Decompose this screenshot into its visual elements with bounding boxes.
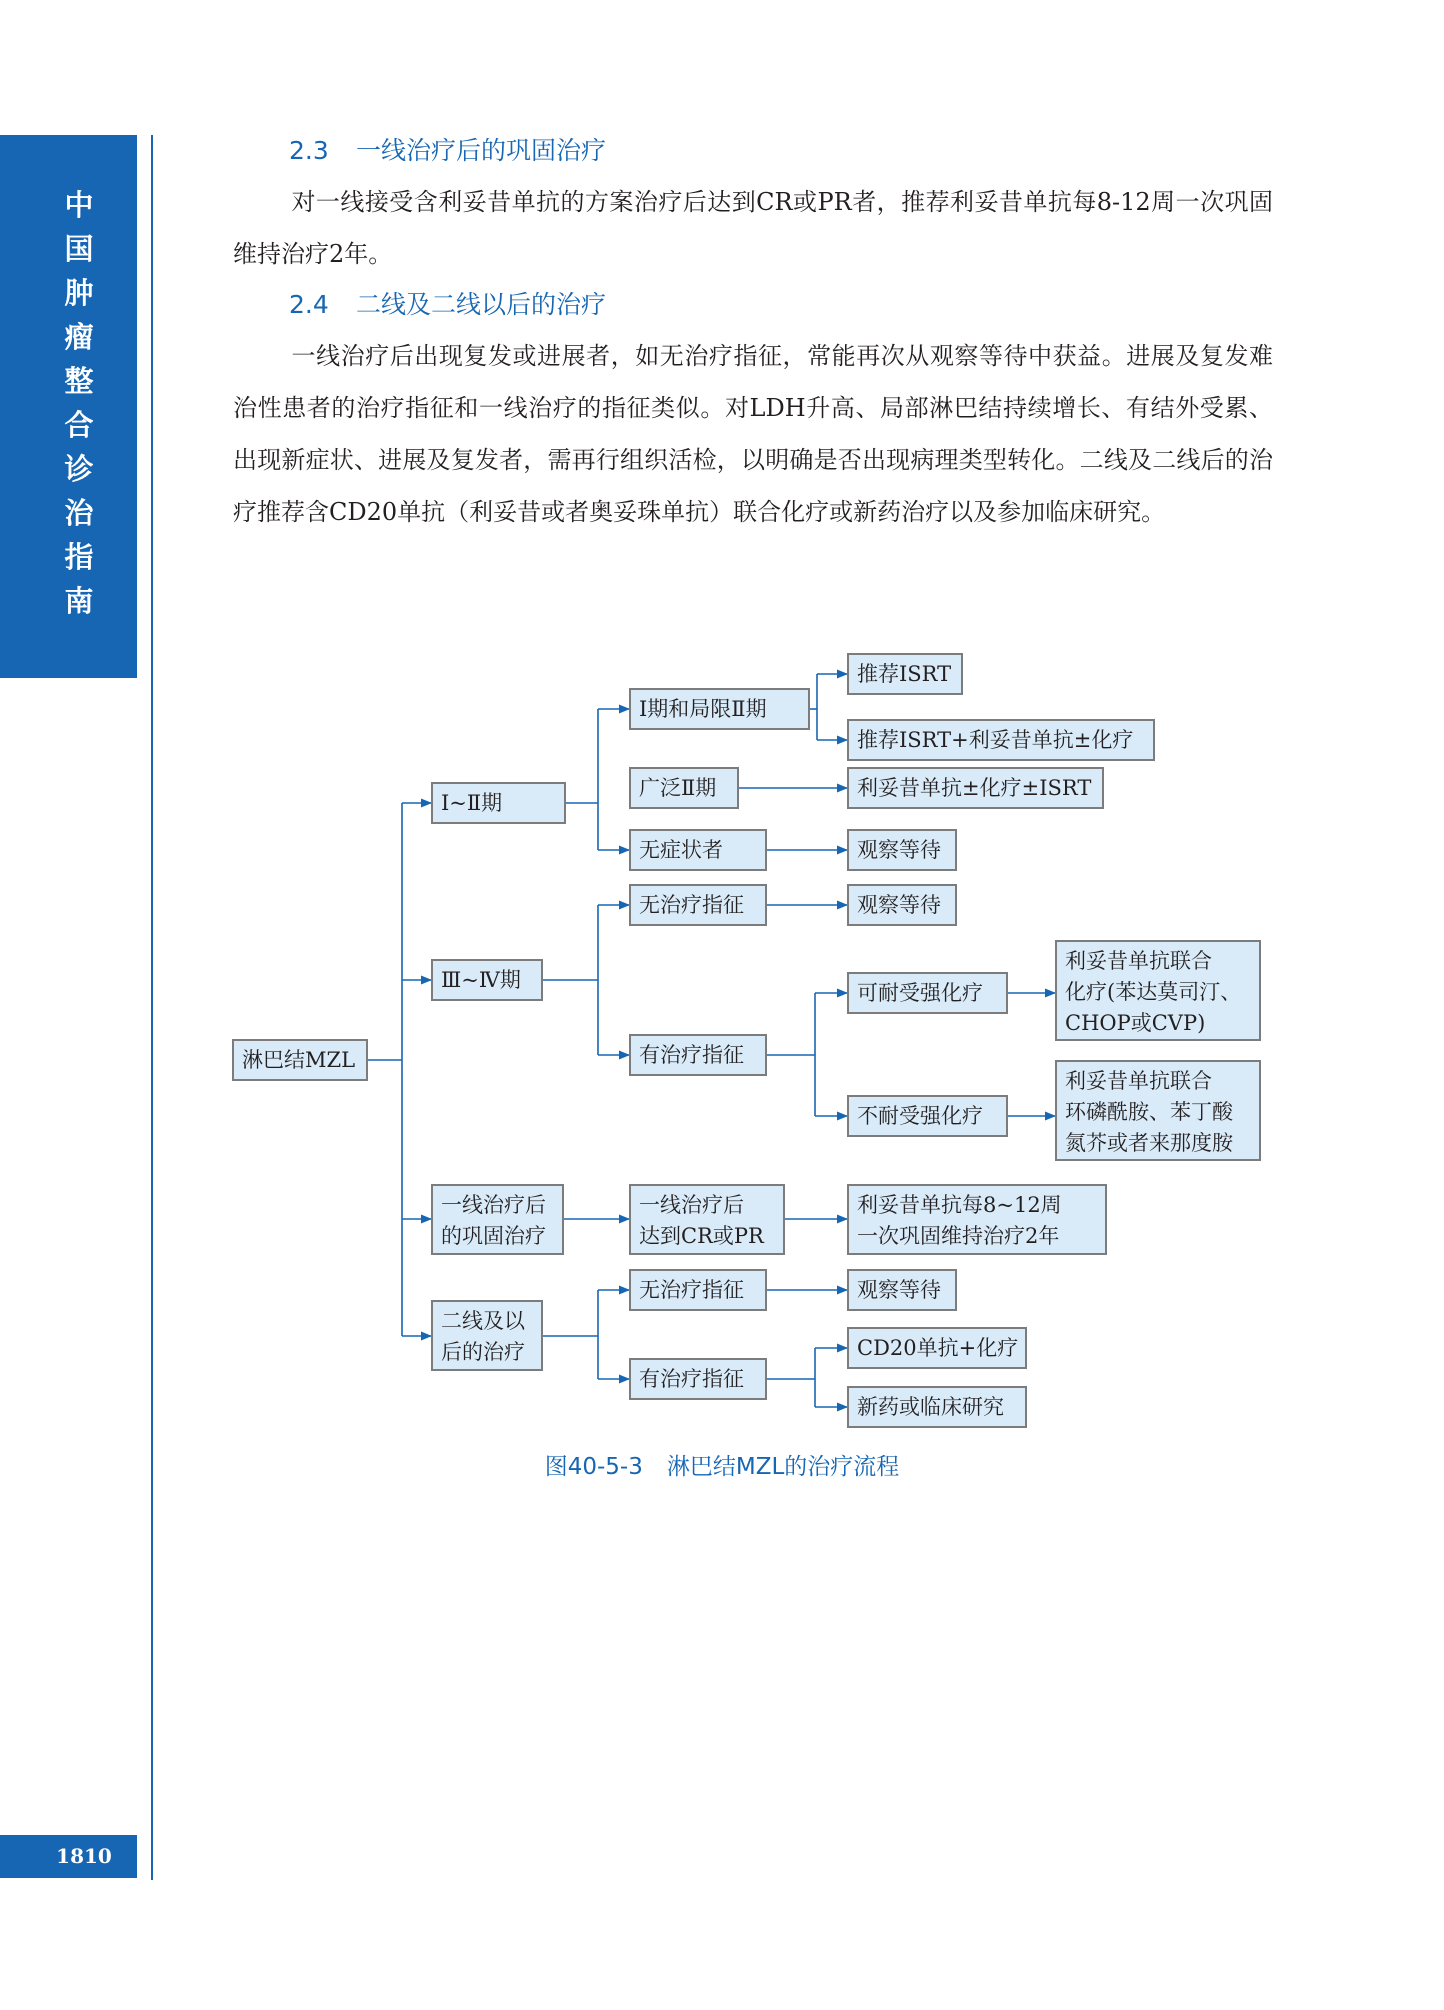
section-number: 2.4: [289, 290, 329, 319]
section-title: 二线及二线以后的治疗: [356, 290, 607, 319]
figure-title: 淋巴结MZL的治疗流程: [666, 1454, 900, 1480]
book-title-char: 指: [64, 540, 94, 574]
flow-node-observe-3: 观察等待: [847, 1269, 957, 1311]
book-title-char: 合: [64, 408, 94, 442]
page-number: 1810: [56, 1844, 112, 1868]
flow-node-tolerant: 可耐受强化疗: [847, 972, 1008, 1014]
book-title-char: 治: [64, 496, 94, 530]
flow-node-new-drug: 新药或临床研究: [847, 1386, 1027, 1428]
section-paragraph-2-4: 一线治疗后出现复发或进展者，如无治疗指征，常能再次从观察等待中获益。进展及复发难治性患者的治疗指征和一线治疗的指征类似。对LDH升高、局部淋巴结持续增长、有结外受累、出现新症状、进展及复发者，需再行组织活检，以明确是否出现病理类型转化。二线及二线后的治疗推荐含CD20单抗（利妥昔或者奥妥珠单抗）联合化疗或新药治疗以及参加临床研究。: [233, 342, 1273, 526]
book-title-char: 中: [64, 188, 94, 222]
flow-node-cd20-chemo: CD20单抗+化疗: [847, 1327, 1027, 1369]
flow-node-maintenance: 利妥昔单抗每8~12周 一次巩固维持治疗2年: [847, 1184, 1107, 1255]
flow-node-second-line: 二线及以 后的治疗: [431, 1300, 543, 1371]
flow-node-stage-3-4: Ⅲ~Ⅳ期: [431, 959, 543, 1001]
book-title-char: 瘤: [64, 320, 94, 354]
book-title-char: 诊: [64, 452, 94, 486]
flow-node-extensive-2: 广泛Ⅱ期: [629, 767, 739, 809]
flow-node-stage-1-2: Ⅰ~Ⅱ期: [431, 782, 566, 824]
flow-node-intolerant: 不耐受强化疗: [847, 1095, 1008, 1137]
book-title-char: 国: [64, 232, 94, 266]
book-title-char: 南: [64, 584, 94, 618]
flow-node-rec-isrt-rituximab: 推荐ISRT+利妥昔单抗±化疗: [847, 719, 1155, 761]
flow-node-observe-1: 观察等待: [847, 829, 957, 871]
section-number: 2.3: [289, 136, 329, 165]
flow-node-stage-1-local-2: Ⅰ期和局限Ⅱ期: [629, 688, 810, 730]
flow-node-has-indication-2: 有治疗指征: [629, 1358, 767, 1400]
book-title-char: 肿: [64, 276, 94, 310]
flow-node-has-indication-1: 有治疗指征: [629, 1034, 767, 1076]
flow-node-consolidation: 一线治疗后 的巩固治疗: [431, 1184, 564, 1255]
flow-node-observe-2: 观察等待: [847, 884, 957, 926]
section-title: 一线治疗后的巩固治疗: [356, 136, 607, 165]
flow-node-intolerant-result: 利妥昔单抗联合 环磷酰胺、苯丁酸 氮芥或者来那度胺: [1055, 1060, 1261, 1161]
flow-node-asymptomatic: 无症状者: [629, 829, 767, 871]
section-paragraph-2-3: 对一线接受含利妥昔单抗的方案治疗后达到CR或PR者，推荐利妥昔单抗每8-12周一次巩固维持治疗2年。: [233, 188, 1273, 268]
flow-node-tolerant-result: 利妥昔单抗联合 化疗(苯达莫司汀、 CHOP或CVP): [1055, 940, 1261, 1041]
book-title-char: 整: [64, 364, 94, 398]
figure-caption: [0, 1450, 1444, 1484]
flow-node-cr-pr: 一线治疗后 达到CR或PR: [629, 1184, 785, 1255]
flow-node-no-indication-2: 无治疗指征: [629, 1269, 767, 1311]
flow-node-root: 淋巴结MZL: [232, 1039, 368, 1081]
flow-node-rec-isrt: 推荐ISRT: [847, 653, 963, 695]
figure-label: 图40-5-3: [544, 1454, 643, 1480]
flow-node-no-indication-1: 无治疗指征: [629, 884, 767, 926]
flow-node-rituximab-chemo-isrt: 利妥昔单抗±化疗±ISRT: [847, 767, 1104, 809]
